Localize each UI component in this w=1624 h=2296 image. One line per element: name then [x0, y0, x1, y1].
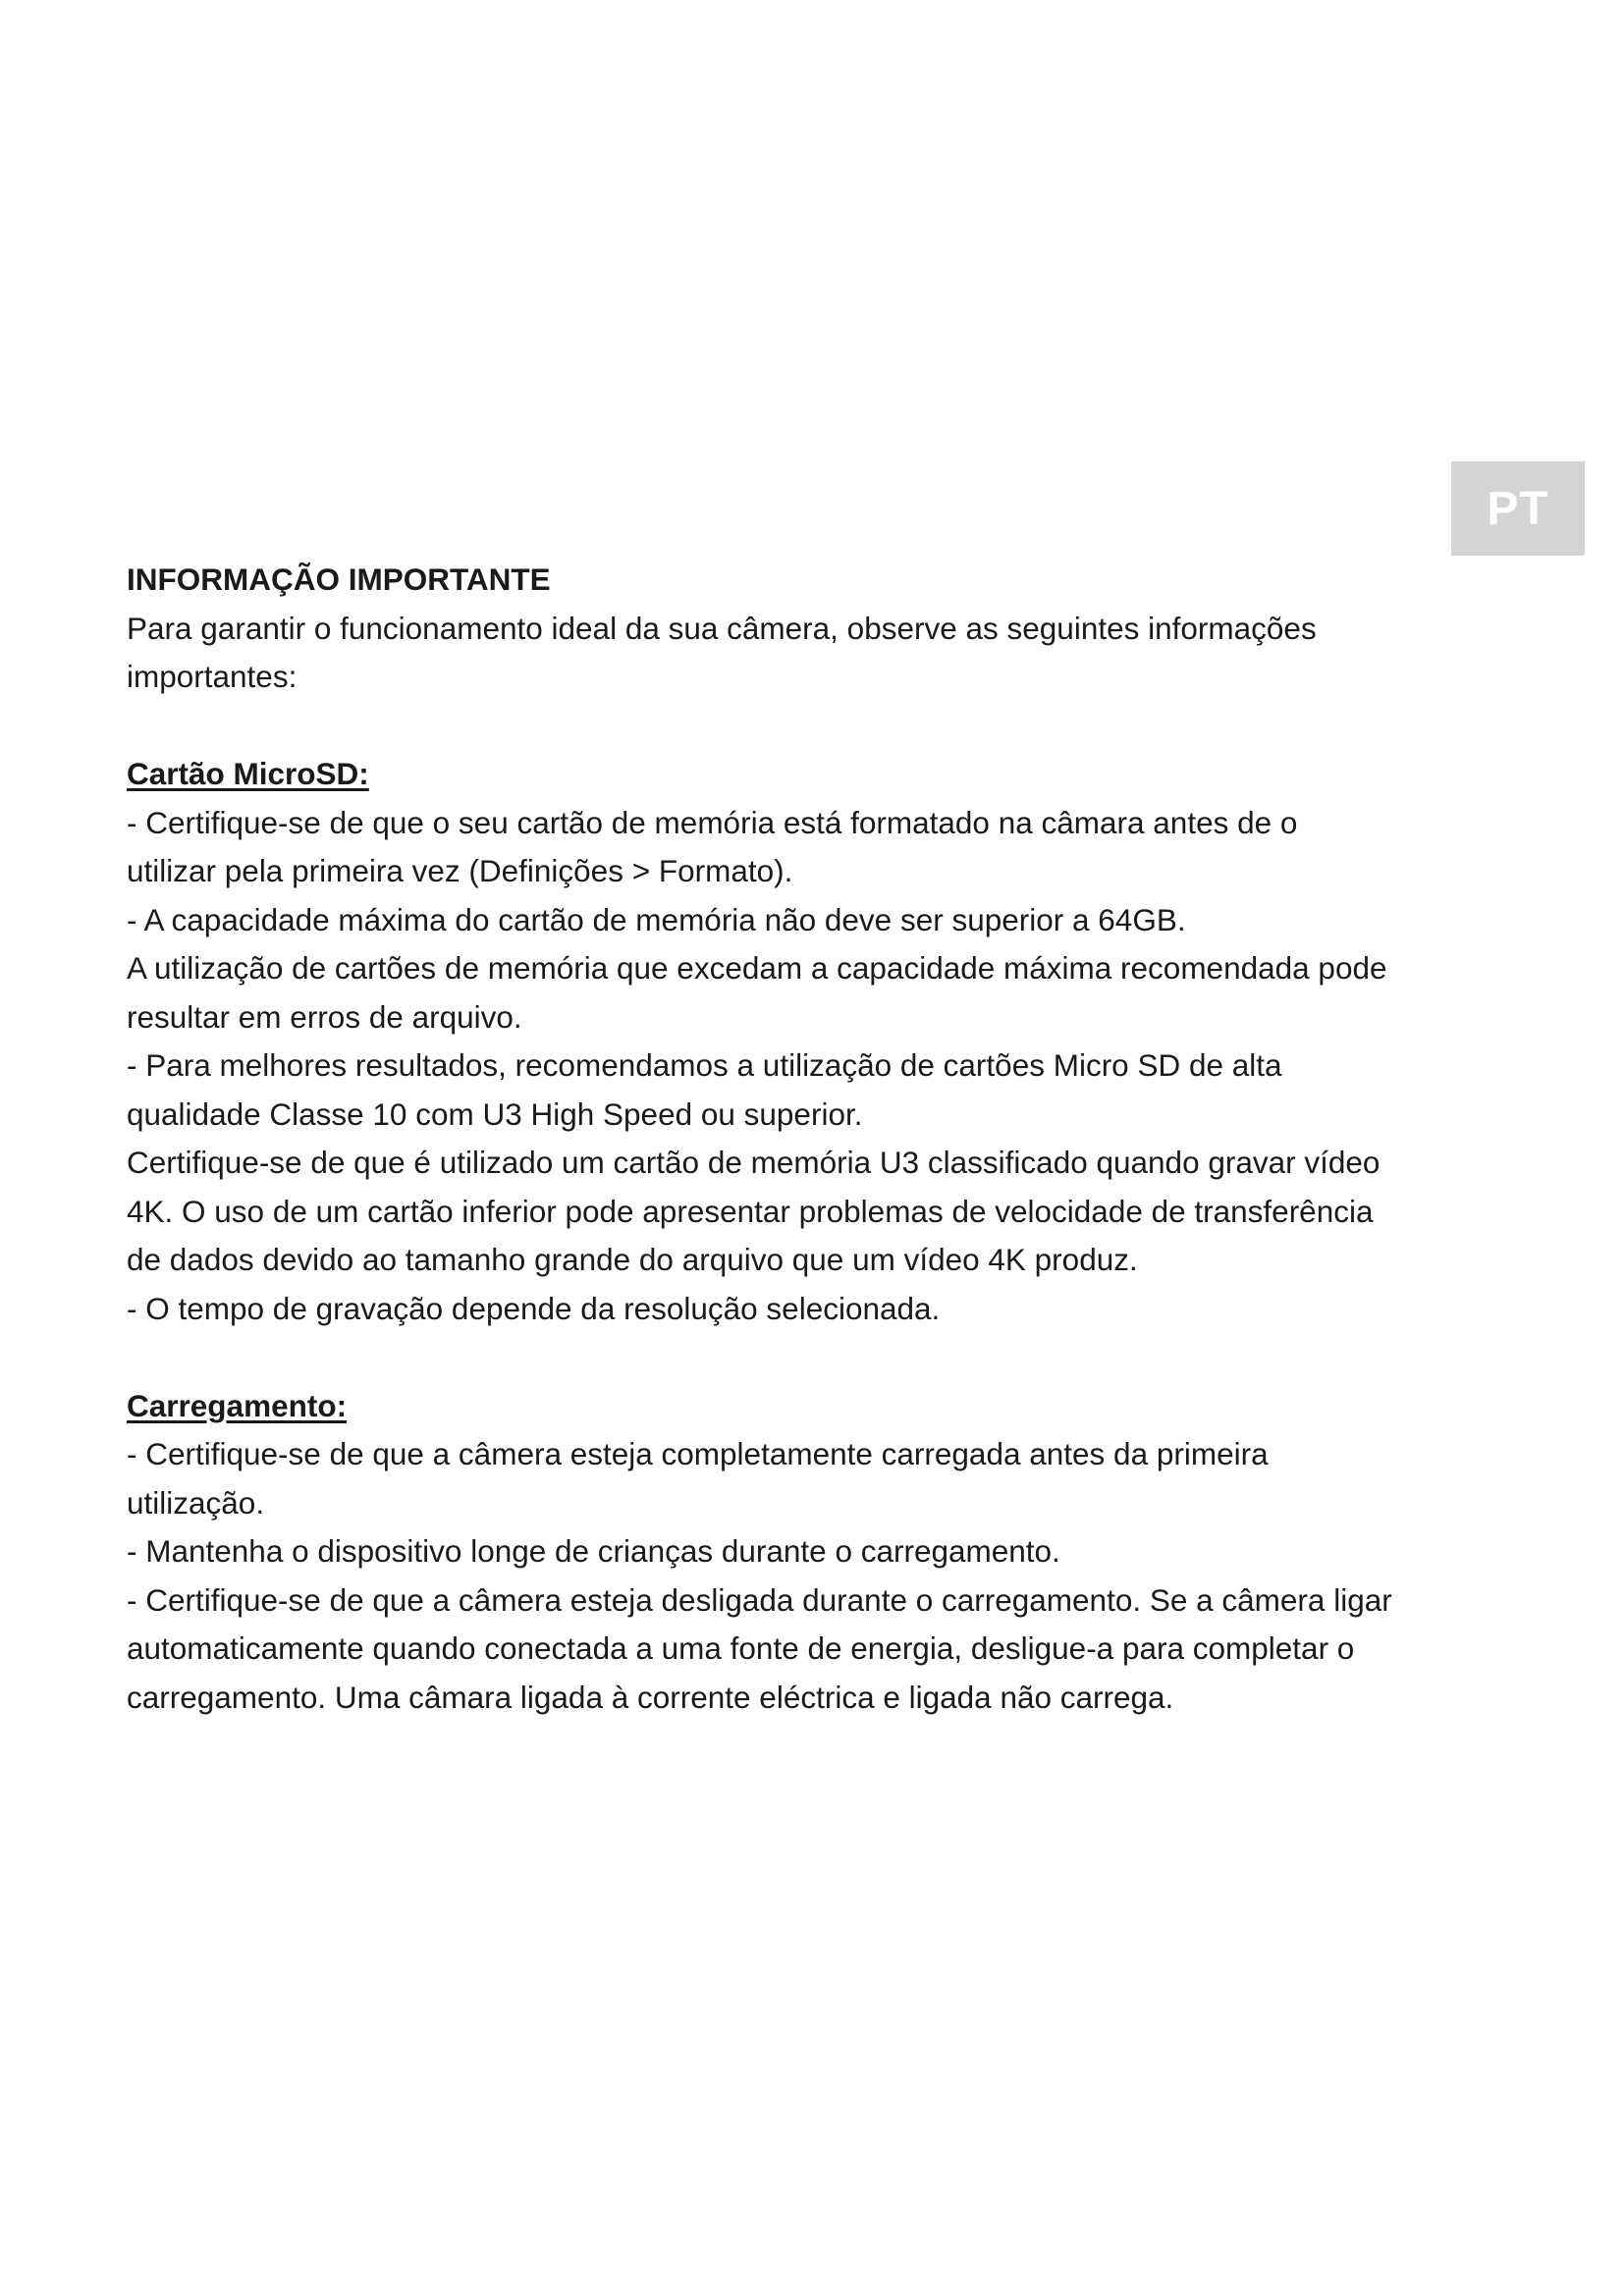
charging-line: - Certifique-se de que a câmera esteja desligada durante o carregamento. Se a câmera ligar: [127, 1581, 1392, 1618]
page-title: INFORMAÇÃO IMPORTANTE: [127, 561, 551, 597]
microsd-line: A utilização de cartões de memória que excedam a capacidade máxima recomendada pode: [127, 950, 1387, 986]
spacer: [127, 702, 1501, 751]
charging-line: automaticamente quando conectada a uma fonte de energia, desligue-a para completar o: [127, 1630, 1355, 1666]
microsd-line: qualidade Classe 10 com U3 High Speed ou superior.: [127, 1095, 863, 1132]
microsd-line: de dados devido ao tamanho grande do arquivo que um vídeo 4K produz.: [127, 1242, 1138, 1277]
microsd-line: Certifique-se de que é utilizado um cartão de memória U3 classificado quando gravar vídeo: [127, 1145, 1380, 1180]
intro-line: importantes:: [127, 659, 298, 694]
microsd-line: - A capacidade máxima do cartão de memória não deve ser superior a 64GB.: [127, 901, 1186, 937]
language-tab: PT: [1451, 461, 1585, 556]
microsd-line: - Certifique-se de que o seu cartão de memória está formatado na câmara antes de o: [127, 804, 1298, 840]
microsd-line: resultar em erros de arquivo.: [127, 998, 522, 1035]
spacer: [127, 1333, 1501, 1382]
charging-line: - Mantenha o dispositivo longe de crianças durante o carregamento.: [127, 1533, 1060, 1569]
charging-line: carregamento. Uma câmara ligada à corrente eléctrica e ligada não carrega.: [127, 1679, 1174, 1715]
charging-line: utilização.: [127, 1484, 265, 1521]
microsd-line: - Para melhores resultados, recomendamos a utilização de cartões Micro SD de alta: [127, 1047, 1282, 1083]
intro-line: Para garantir o funcionamento ideal da sua câmera, observe as seguintes informações: [127, 610, 1317, 646]
microsd-line: 4K. O uso de um cartão inferior pode apresentar problemas de velocidade de transferência: [127, 1193, 1374, 1229]
charging-line: - Certifique-se de que a câmera esteja completamente carregada antes da primeira: [127, 1436, 1269, 1471]
document-body: [127, 556, 1501, 1722]
microsd-line: utilizar pela primeira vez (Definições > Formato).: [127, 853, 793, 888]
section-title-charging: Carregamento:: [127, 1387, 348, 1423]
section-title-microsd: Cartão MicroSD:: [127, 756, 369, 791]
microsd-line: - O tempo de gravação depende da resolução selecionada.: [127, 1290, 941, 1326]
